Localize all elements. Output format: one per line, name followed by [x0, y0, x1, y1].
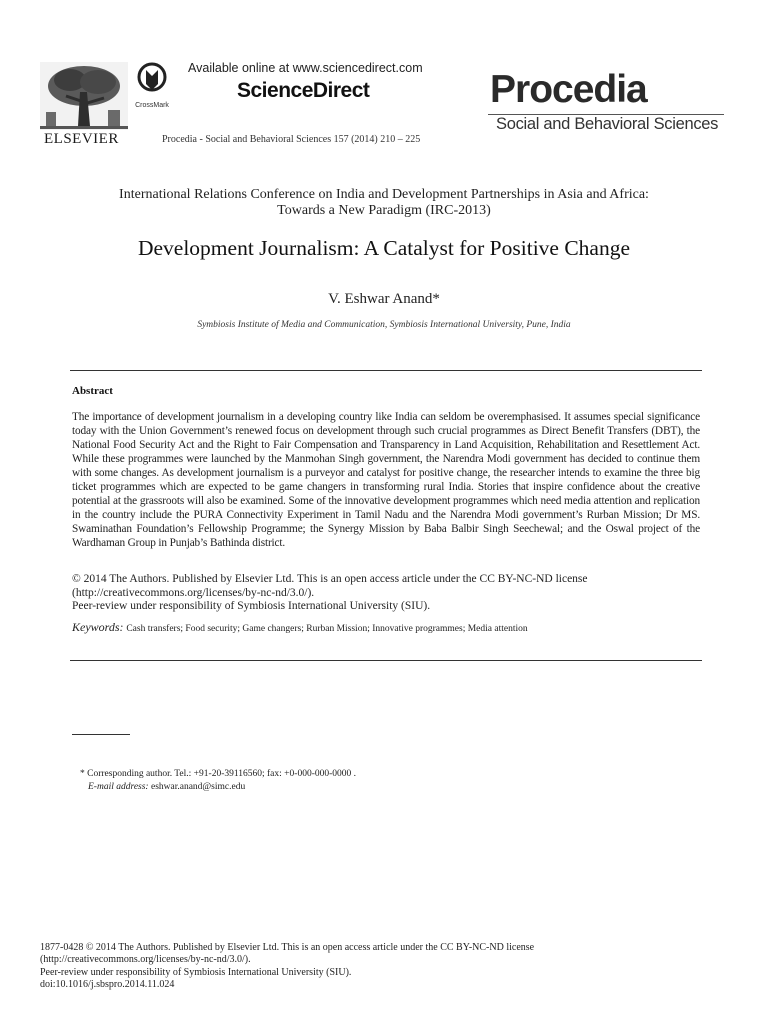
email-line	[80, 781, 356, 794]
license-line-1: © 2014 The Authors. Published by Elsevier Ltd. This is an open access article under the CC BY-NC-ND license	[72, 573, 588, 585]
article-author: V. Eshwar Anand*	[328, 291, 440, 307]
conference-name	[40, 187, 728, 219]
license-link[interactable]: (http://creativecommons.org/licenses/by-nc-nd/3.0/).	[72, 586, 315, 599]
keywords	[72, 620, 700, 635]
peer-review-line: Peer-review under responsibility of Symbiosis International University (SIU).	[72, 600, 431, 612]
conference-line-2: Towards a New Paradigm (IRC-2013)	[277, 203, 491, 218]
conference-line-1: International Relations Conference on India and Development Partnerships in Asia and Africa:	[119, 187, 649, 202]
keywords-label: Keywords:	[72, 620, 124, 634]
journal-reference: Procedia - Social and Behavioral Sciences 157 (2014) 210 – 225	[162, 134, 421, 145]
abstract-top-rule	[70, 370, 702, 371]
footnote-rule	[72, 734, 130, 735]
footer-doi[interactable]: doi:10.1016/j.sbspro.2014.11.024	[40, 978, 175, 990]
elsevier-wordmark: ELSEVIER	[44, 131, 119, 147]
corresponding-author-line: * Corresponding author. Tel.: +91-20-39116560; fax: +0-000-000-0000 .	[80, 769, 357, 779]
footer-peer-review: Peer-review under responsibility of Symbiosis International University (SIU).	[40, 966, 352, 978]
keywords-list: Cash transfers; Food security; Game changers; Rurban Mission; Innovative programmes; Media attention	[126, 624, 528, 634]
abstract-body: The importance of development journalism in a developing country like India can seldom be overemphasised. It assumes special significance today with the Union Government’s renewed focus on development through such crucial programmes as Direct Benefit Transfers (DBT), the National Food Security Act and the Right to Fair Compensation and Transparency in Land Acquisition, Rehabilitation and Resettlement Act. While these programmes were launched by the Manmohan Singh government, the Narendra Modi government has decided to continue them with some changes. As development journalism is a purveyor and catalyst for positive change, the researcher intends to examine the three big ticket programmes which are expected to be game changers in transforming rural India. Stories that inspire confidence about the creative potential at the grassroots will also be examined. Some of the innovative development programmes which need media attention and replication in the country include the PURA Connectivity Experiment in Tamil Nadu and the Narendra Modi government’s Rurban Mission; Dr MS. Swaminathan Foundation’s Fellowship Programme; the Synergy Mission by Baba Balbir Singh Seechewal; and the Oswal project of the Wardhaman Group in Punjab’s Bathinda district.	[72, 411, 700, 549]
author-affiliation: Symbiosis Institute of Media and Communication, Symbiosis International University, Pune, India	[197, 320, 571, 330]
sciencedirect-logo: ScienceDirect	[237, 79, 370, 102]
footer-issn-license: 1877-0428 © 2014 The Authors. Published by Elsevier Ltd. This is an open access article under the CC BY-NC-ND license	[40, 942, 535, 953]
abstract-heading: Abstract	[72, 385, 113, 397]
footer-license-link[interactable]: (http://creativecommons.org/licenses/by-nc-nd/3.0/).	[40, 954, 251, 966]
abstract-bottom-rule	[70, 660, 702, 661]
crossmark-badge[interactable]	[132, 62, 172, 110]
crossmark-icon	[137, 62, 167, 96]
email-label: E-mail address:	[88, 782, 149, 792]
page-footer	[40, 942, 534, 991]
email-address[interactable]: eshwar.anand@simc.edu	[150, 782, 246, 792]
corresponding-author-footnote	[80, 768, 356, 794]
available-online-text: Available online at www.sciencedirect.com	[188, 61, 423, 75]
crossmark-label: CrossMark	[135, 102, 169, 109]
license-block	[72, 573, 700, 614]
procedia-subtitle: Social and Behavioral Sciences	[496, 115, 719, 133]
procedia-logo: Procedia	[490, 68, 647, 111]
article-title: Development Journalism: A Catalyst for Positive Change	[137, 236, 631, 260]
